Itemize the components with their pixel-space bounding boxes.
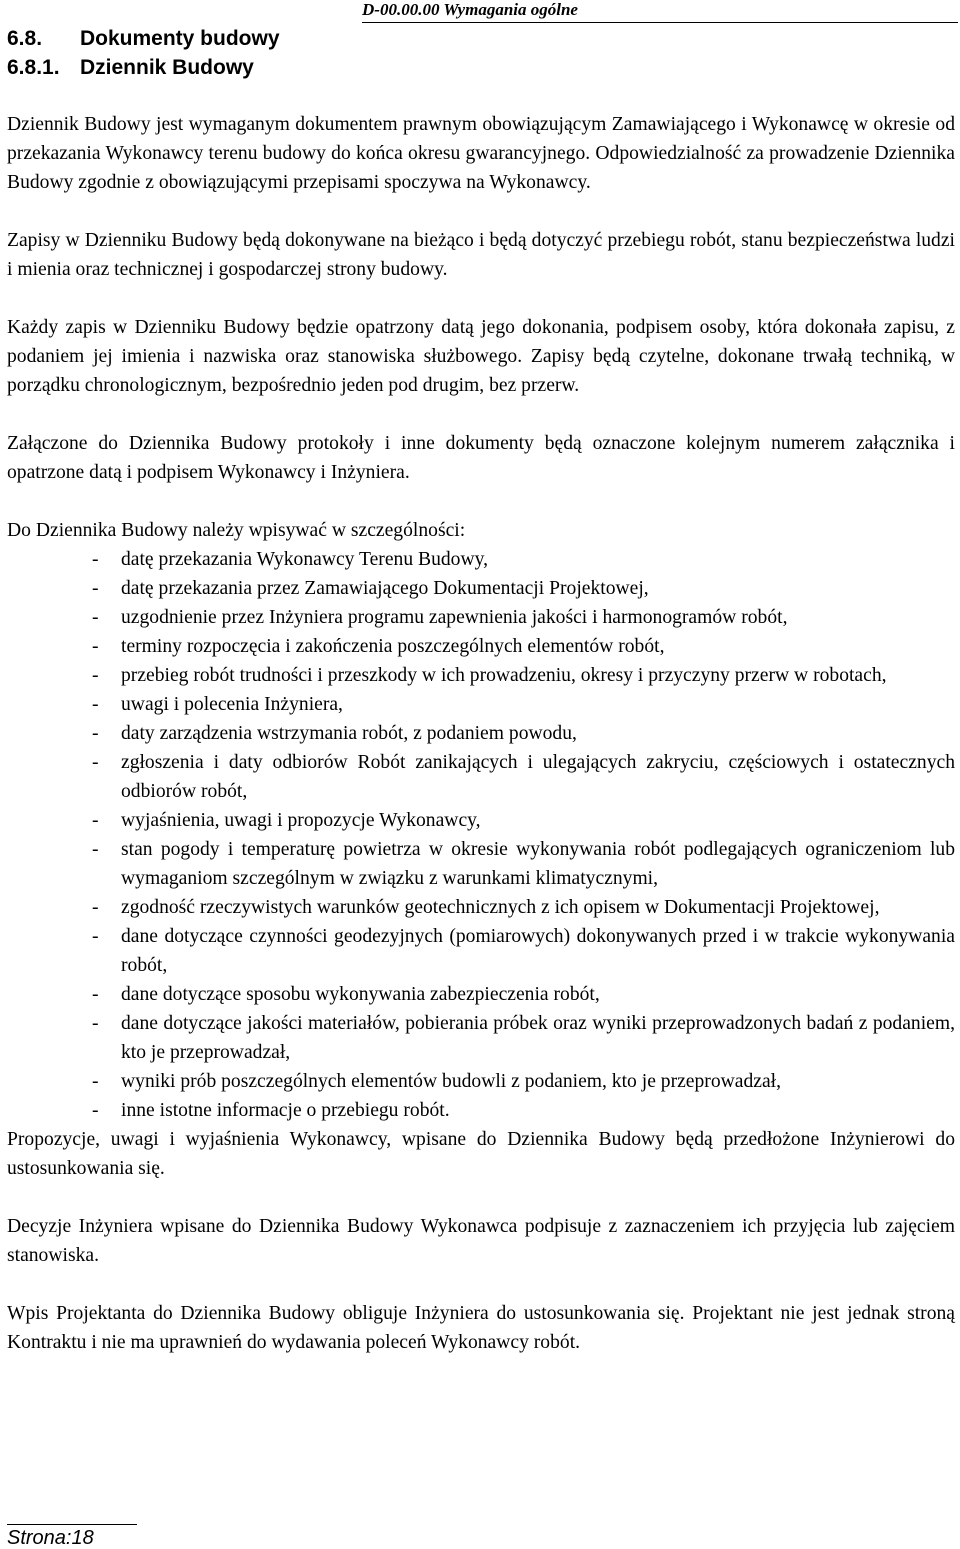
- list-item: [7, 1096, 955, 1125]
- section-number: 6.8.1.: [7, 56, 60, 79]
- list-dash: -: [92, 1100, 99, 1121]
- section-heading-6-8-1: [7, 54, 254, 82]
- list-item-text: datę przekazania Wykonawcy Terenu Budowy,: [121, 549, 489, 570]
- paragraph: Załączone do Dziennika Budowy protokoły i inne dokumenty będą oznaczone kolejnym numerem załącznika i opatrzone datą i podpisem Wykonawcy i Inżyniera.: [7, 433, 955, 483]
- list-dash: -: [92, 607, 99, 628]
- list-dash: -: [92, 665, 99, 686]
- list-item-text: dane dotyczące sposobu wykonywania zabezpieczenia robót,: [121, 984, 600, 1005]
- list-item: [7, 1067, 955, 1096]
- document-body: [7, 110, 955, 1386]
- paragraph: Każdy zapis w Dzienniku Budowy będzie opatrzony datą jego dokonania, podpisem osoby, która dokonała zapisu, z podaniem jej imienia i nazwiska oraz stanowiska służbowego. Zapisy będą czytelne, dokonane trwałą techniką, w porządku chronologicznym, bezpośrednio jeden pod drugim, bez przerw.: [7, 317, 955, 396]
- section-heading-6-8: [7, 25, 280, 53]
- list-item: [7, 806, 955, 835]
- list-dash: -: [92, 723, 99, 744]
- list-item-text: datę przekazania przez Zamawiającego Dokumentacji Projektowej,: [121, 578, 649, 599]
- list-item-text: zgodność rzeczywistych warunków geotechnicznych z ich opisem w Dokumentacji Projektowej,: [121, 897, 880, 918]
- list-item-text: dane dotyczące czynności geodezyjnych (pomiarowych) dokonywanych przed i w trakcie wykonywania robót,: [121, 926, 955, 976]
- list-item: [7, 835, 955, 893]
- list-item: [7, 632, 955, 661]
- list-item-text: uzgodnienie przez Inżyniera programu zapewnienia jakości i harmonogramów robót,: [121, 607, 788, 628]
- list-item-text: przebieg robót trudności i przeszkody w ich prowadzeniu, okresy i przyczyny przerw w robotach,: [121, 665, 887, 686]
- list-item-text: stan pogody i temperaturę powietrza w okresie wykonywania robót podlegających ograniczeniom lub wymaganiom szczególnym w związku z warunkami klimatycznymi,: [121, 839, 955, 889]
- list-item: [7, 748, 955, 806]
- list-item: [7, 893, 955, 922]
- section-number: 6.8.: [7, 27, 43, 50]
- list-item-text: wyniki prób poszczególnych elementów budowli z podaniem, kto je przeprowadzał,: [121, 1071, 781, 1092]
- list-item: [7, 603, 955, 632]
- list-dash: -: [92, 926, 99, 947]
- list-dash: -: [92, 810, 99, 831]
- paragraph: Dziennik Budowy jest wymaganym dokumentem prawnym obowiązującym Zamawiającego i Wykonawcę w okresie od przekazania Wykonawcy terenu budowy do końca okresu gwarancyjnego. Odpowiedzialność za prowadzenie Dziennika Budowy zgodnie z obowiązującymi przepisami spoczywa na Wykonawcy.: [7, 114, 955, 193]
- list-item: [7, 980, 955, 1009]
- paragraph: Zapisy w Dzienniku Budowy będą dokonywane na bieżąco i będą dotyczyć przebiegu robót, stanu bezpieczeństwa ludzi i mienia oraz technicznej i gospodarczej strony budowy.: [7, 230, 955, 280]
- section-title: Dziennik Budowy: [80, 56, 254, 79]
- list-dash: -: [92, 636, 99, 657]
- list-intro: Do Dziennika Budowy należy wpisywać w szczególności:: [7, 520, 466, 541]
- requirements-list: [7, 545, 955, 1125]
- list-dash: -: [92, 897, 99, 918]
- list-item-text: zgłoszenia i daty odbiorów Robót zanikających i ulegających zakryciu, częściowych i ostatecznych odbiorów robót,: [121, 752, 955, 802]
- list-dash: -: [92, 839, 99, 860]
- paragraph: Decyzje Inżyniera wpisane do Dziennika Budowy Wykonawca podpisuje z zaznaczeniem ich przyjęcia lub zajęciem stanowiska.: [7, 1216, 955, 1266]
- list-item-text: terminy rozpoczęcia i zakończenia poszczególnych elementów robót,: [121, 636, 665, 657]
- section-title: Dokumenty budowy: [80, 27, 280, 50]
- list-dash: -: [92, 694, 99, 715]
- list-item: [7, 1009, 955, 1067]
- list-item: [7, 574, 955, 603]
- paragraph: Wpis Projektanta do Dziennika Budowy obliguje Inżyniera do ustosunkowania się. Projektant nie jest jednak stroną Kontraktu i nie ma uprawnień do wydawania poleceń Wykonawcy robót.: [7, 1303, 955, 1353]
- list-item: [7, 545, 955, 574]
- list-item: [7, 719, 955, 748]
- list-item: [7, 922, 955, 980]
- paragraph: Propozycje, uwagi i wyjaśnienia Wykonawcy, wpisane do Dziennika Budowy będą przedłożone Inżynierowi do ustosunkowania się.: [7, 1129, 955, 1179]
- list-dash: -: [92, 549, 99, 570]
- list-item-text: wyjaśnienia, uwagi i propozycje Wykonawcy,: [121, 810, 481, 831]
- list-dash: -: [92, 752, 99, 773]
- list-item-text: dane dotyczące jakości materiałów, pobierania próbek oraz wyniki przeprowadzonych badań z podaniem, kto je przeprowadzał,: [121, 1013, 955, 1063]
- document-reference-header: D-00.00.00 Wymagania ogólne: [362, 0, 958, 23]
- list-item-text: daty zarządzenia wstrzymania robót, z podaniem powodu,: [121, 723, 577, 744]
- list-item: [7, 661, 955, 690]
- list-item-text: inne istotne informacje o przebiegu robót.: [121, 1100, 450, 1121]
- list-dash: -: [92, 578, 99, 599]
- list-dash: -: [92, 984, 99, 1005]
- page-number-footer: Strona:18: [7, 1524, 137, 1549]
- list-dash: -: [92, 1013, 99, 1034]
- list-item-text: uwagi i polecenia Inżyniera,: [121, 694, 343, 715]
- list-item: [7, 690, 955, 719]
- list-dash: -: [92, 1071, 99, 1092]
